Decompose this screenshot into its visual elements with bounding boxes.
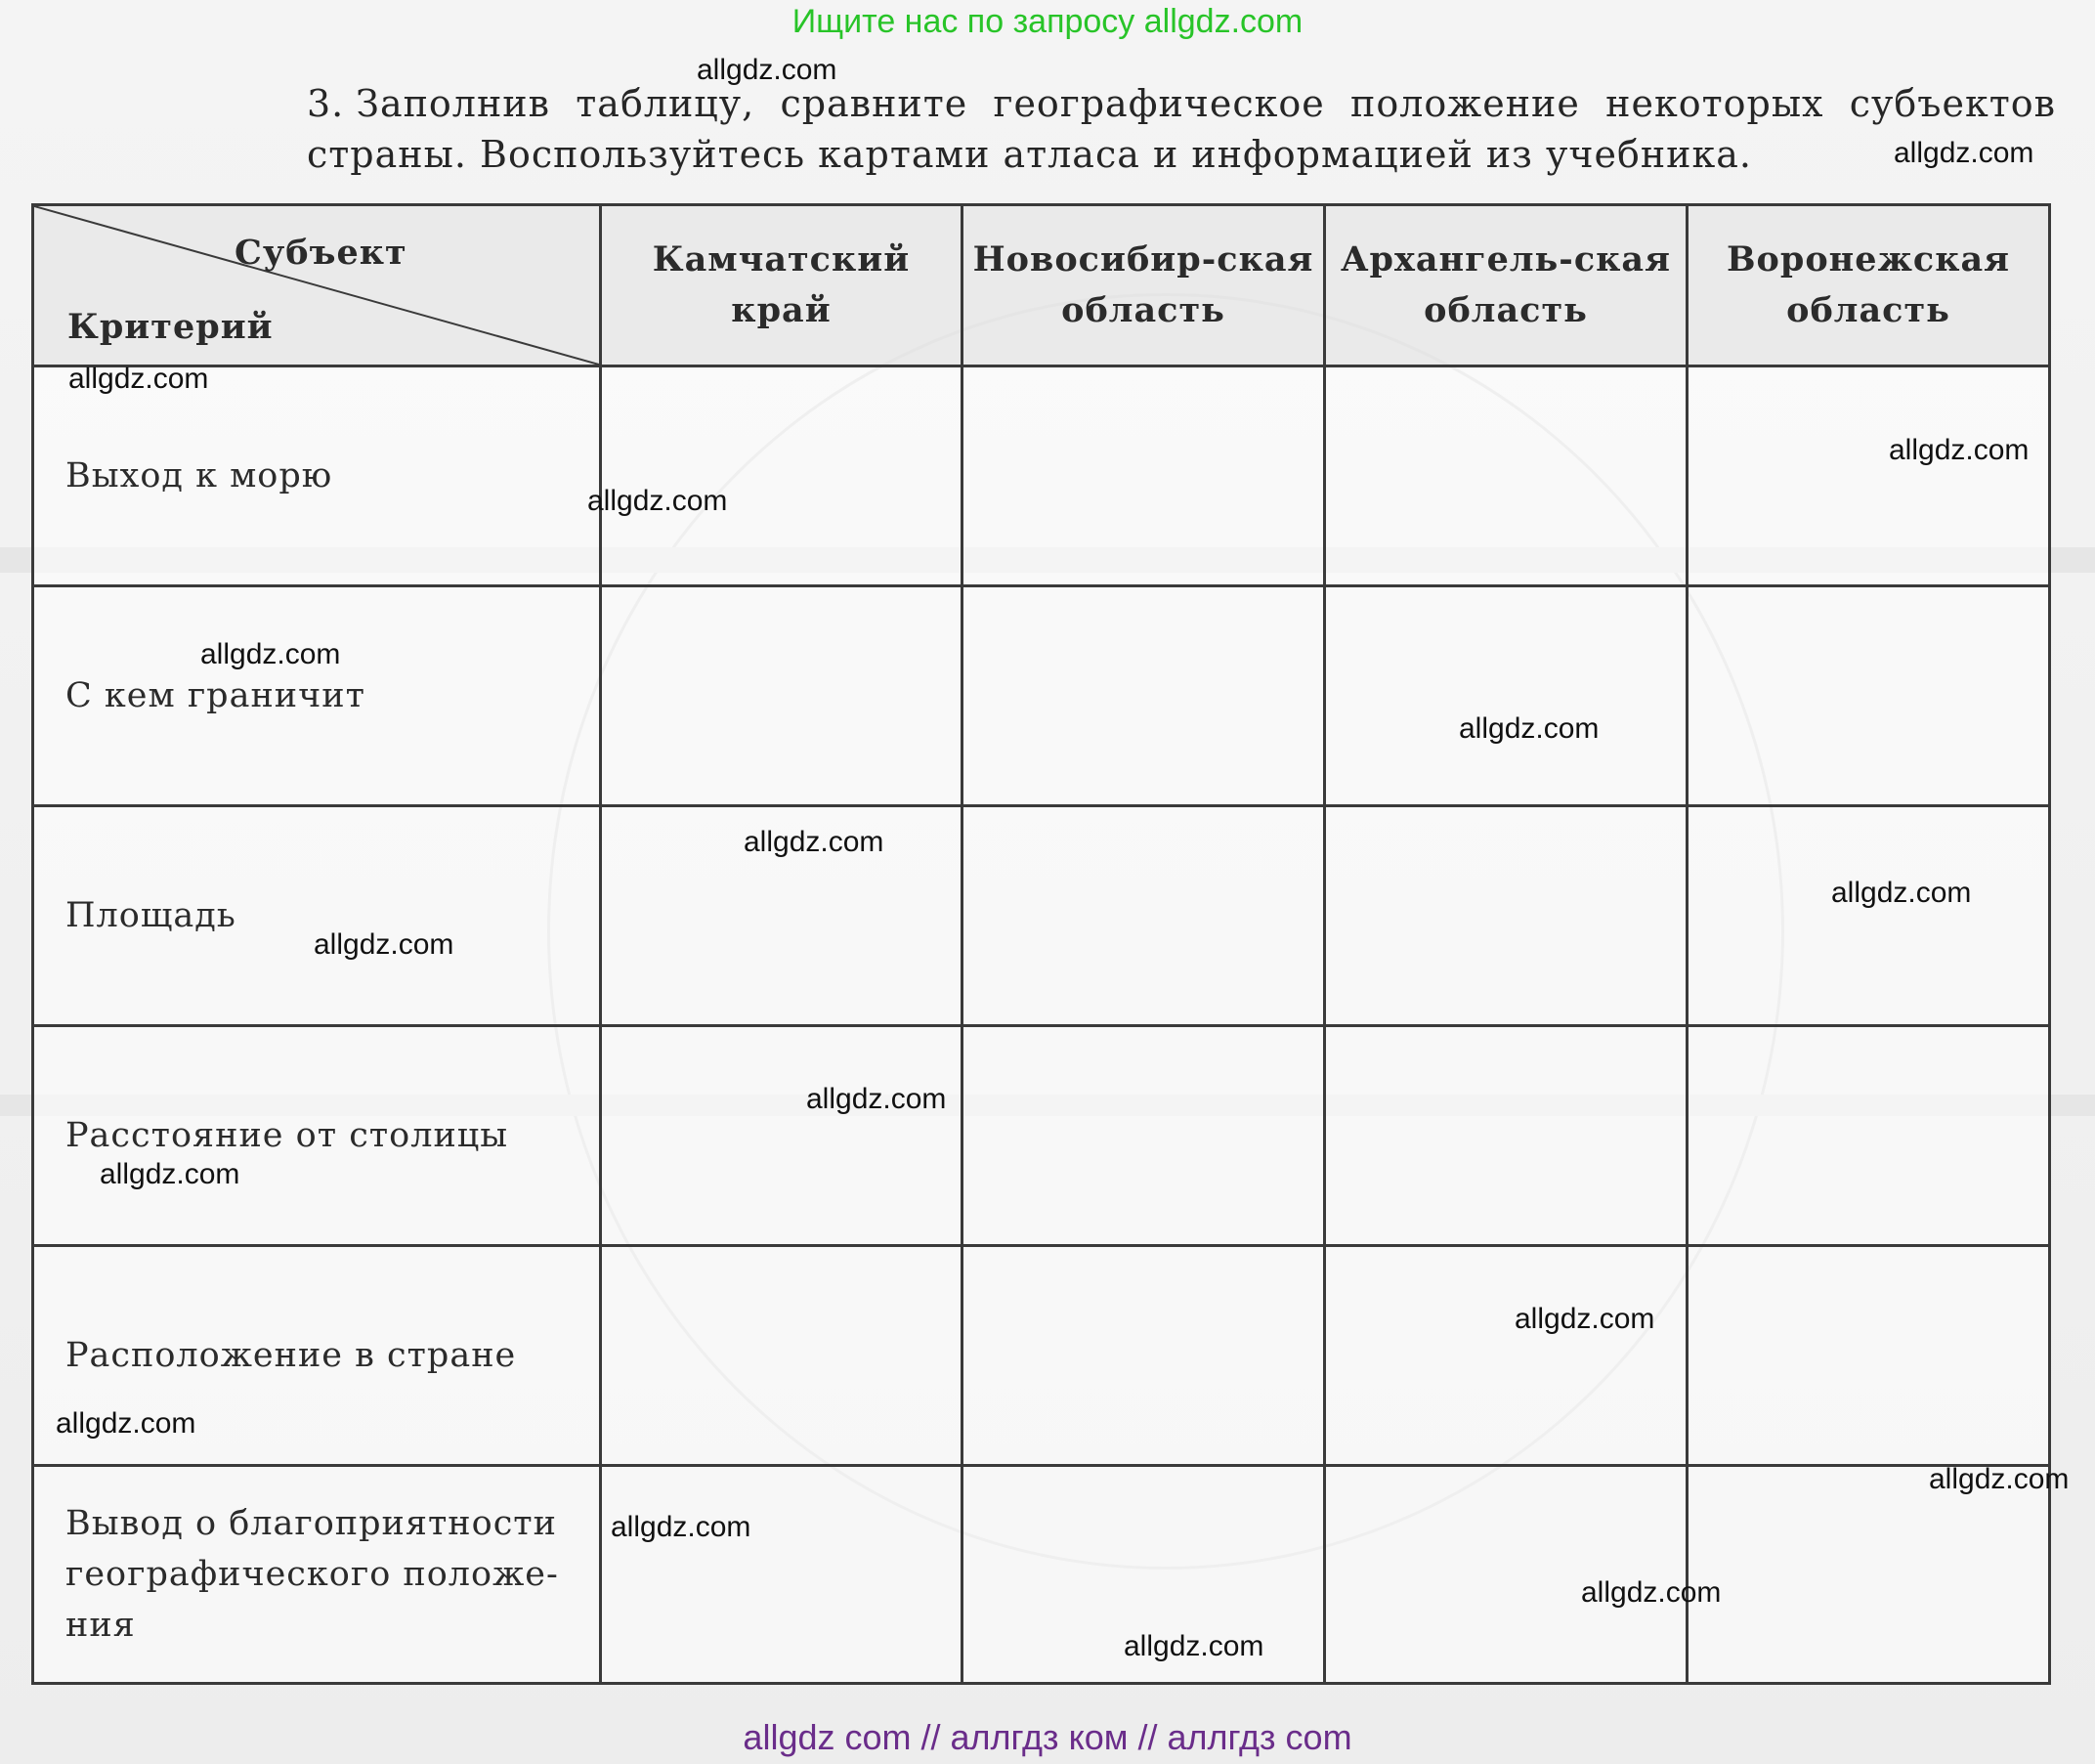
answer-cell[interactable] [601, 1246, 962, 1466]
table-row [33, 1466, 2050, 1684]
corner-label-subject: Субъект [235, 233, 407, 273]
column-header-label: Воронежская область [1726, 239, 2011, 330]
watermark: allgdz.com [697, 54, 837, 86]
answer-cell[interactable] [1688, 1026, 2050, 1246]
watermark: allgdz.com [1831, 877, 1972, 909]
table-row [33, 806, 2050, 1026]
table-row [33, 1246, 2050, 1466]
row-label-area: Площадь [33, 806, 601, 1026]
answer-cell[interactable] [1688, 366, 2050, 586]
row-label-distance: Расстояние от столицы [33, 1026, 601, 1246]
site-banner-bottom[interactable]: allgdz com // аллгдз ком // аллгдз com [743, 1717, 1352, 1757]
column-header-arkhangelsk [1325, 205, 1688, 366]
site-banner-top[interactable]: Ищите нас по запросу allgdz.com [791, 3, 1304, 40]
task-text [307, 78, 2056, 180]
watermark: allgdz.com [56, 1407, 196, 1440]
answer-cell[interactable] [962, 366, 1325, 586]
answer-cell[interactable] [1325, 1466, 1688, 1684]
answer-cell[interactable] [1325, 1246, 1688, 1466]
watermark: allgdz.com [744, 826, 884, 858]
row-label-borders: С кем граничит [33, 586, 601, 806]
answer-cell[interactable] [1688, 1246, 2050, 1466]
column-header-label: Камчатский край [652, 239, 911, 330]
row-label-location: Расположение в стране [33, 1246, 601, 1466]
watermark: allgdz.com [200, 638, 341, 670]
answer-cell[interactable] [1325, 586, 1688, 806]
watermark: allgdz.com [1124, 1630, 1264, 1662]
table-row [33, 366, 2050, 586]
row-label-sea-access: Выход к морю [33, 366, 601, 586]
task-body: Заполнив таблицу, сравните географическое положение некоторых субъектов страны. Воспользуйтесь картами атласа и информацией из учебника. [307, 82, 2056, 176]
answer-cell[interactable] [1325, 1026, 1688, 1246]
watermark: allgdz.com [314, 928, 454, 961]
column-header-label: Новосибир-ская область [972, 239, 1314, 330]
watermark: allgdz.com [1889, 434, 2030, 466]
watermark: allgdz.com [1459, 712, 1600, 745]
answer-cell[interactable] [601, 586, 962, 806]
answer-cell[interactable] [962, 1246, 1325, 1466]
answer-cell[interactable] [1688, 806, 2050, 1026]
answer-cell[interactable] [601, 1026, 962, 1246]
answer-cell[interactable] [601, 366, 962, 586]
answer-cell[interactable] [1688, 1466, 2050, 1684]
answer-cell[interactable] [962, 1026, 1325, 1246]
answer-cell[interactable] [1325, 806, 1688, 1026]
table-row [33, 586, 2050, 806]
task-number: 3. [307, 82, 345, 125]
watermark: allgdz.com [1894, 137, 2034, 169]
watermark: allgdz.com [1515, 1303, 1655, 1335]
corner-label-criterion: Критерий [67, 307, 274, 347]
answer-cell[interactable] [1688, 586, 2050, 806]
answer-cell[interactable] [1325, 366, 1688, 586]
column-header-label: Архангель-ская область [1341, 239, 1671, 330]
corner-header-cell [33, 205, 601, 366]
column-header-novosibirsk [962, 205, 1325, 366]
answer-cell[interactable] [601, 1466, 962, 1684]
column-header-voronezh [1688, 205, 2050, 366]
answer-cell[interactable] [962, 806, 1325, 1026]
watermark: allgdz.com [806, 1083, 947, 1115]
watermark: allgdz.com [1581, 1576, 1722, 1609]
answer-cell[interactable] [962, 586, 1325, 806]
watermark: allgdz.com [1929, 1463, 2070, 1495]
row-label-conclusion: Вывод о благоприятности географического положе-ния [33, 1466, 601, 1684]
watermark: allgdz.com [100, 1158, 240, 1190]
watermark: allgdz.com [68, 363, 209, 395]
column-header-kamchatka [601, 205, 962, 366]
watermark: allgdz.com [611, 1511, 751, 1543]
watermark: allgdz.com [587, 485, 728, 517]
table-row [33, 1026, 2050, 1246]
table-header-row [33, 205, 2050, 366]
